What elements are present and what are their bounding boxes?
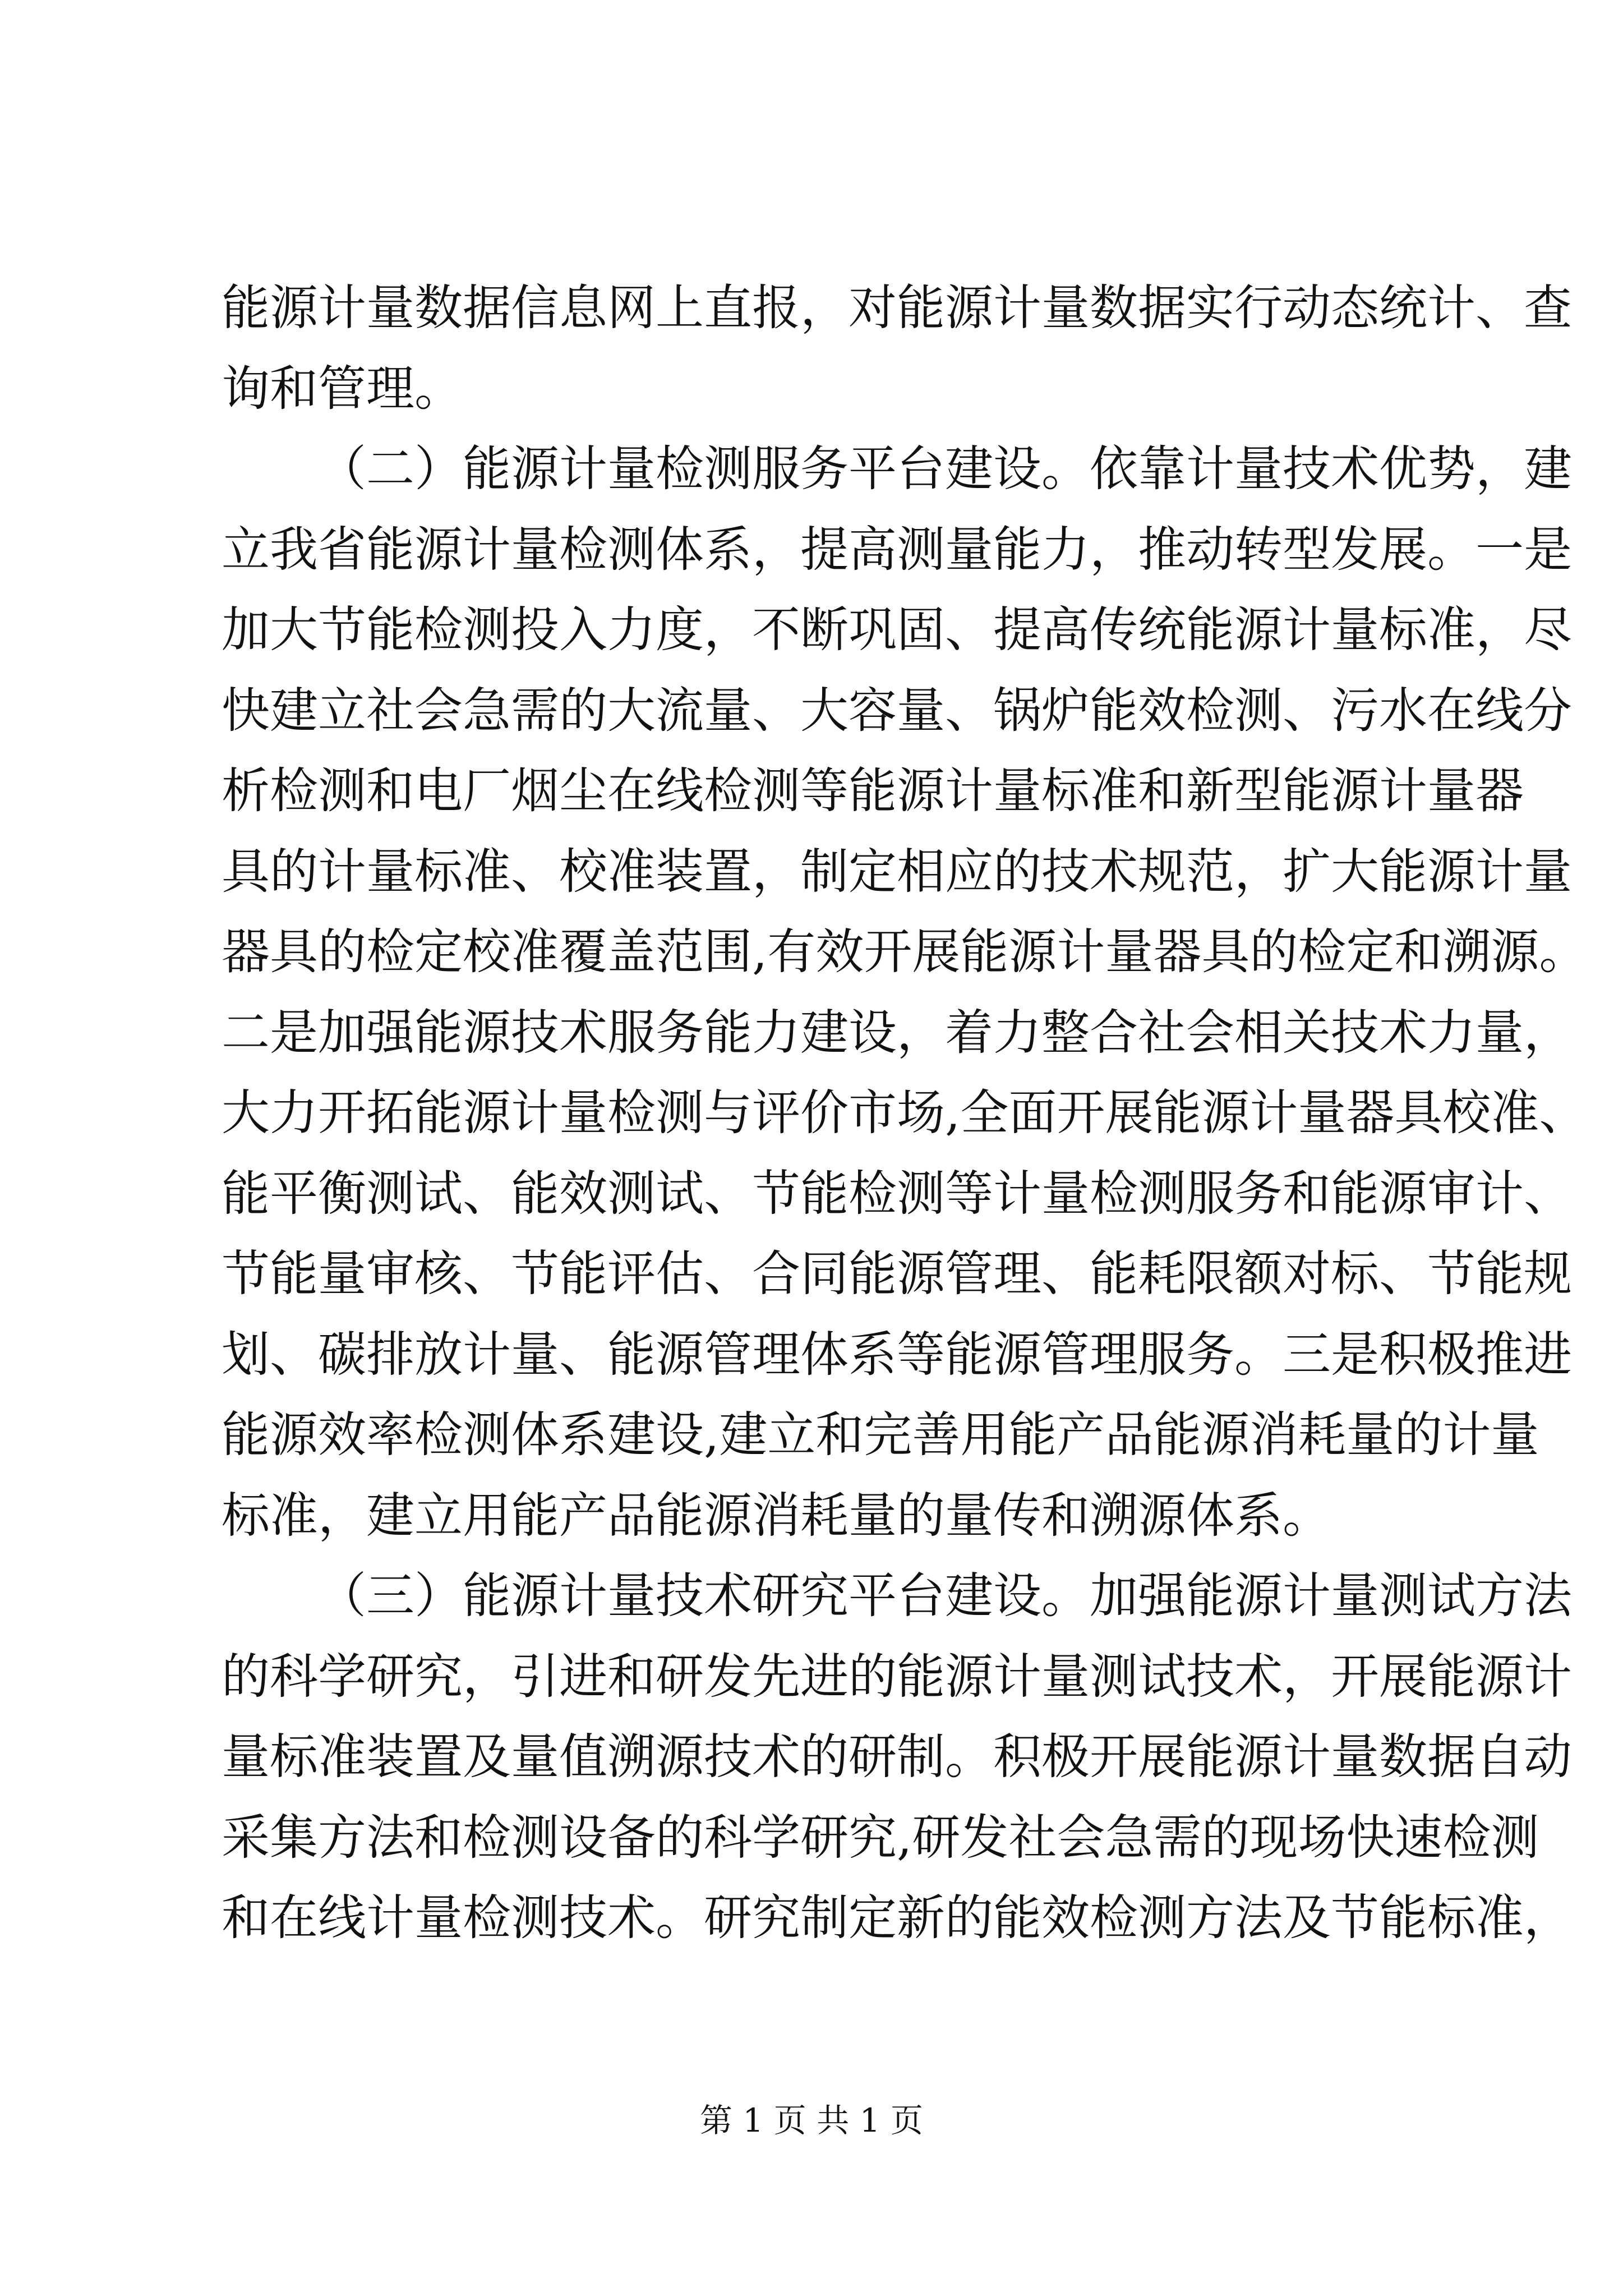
page-number-label: 第 1 页 共 1 页 (700, 2101, 923, 2139)
document-body (222, 268, 1588, 1959)
page-footer (0, 2098, 1623, 2143)
text-line: 析检测和电厂烟尘在线检测等能源计量标准和新型能源计量器 (222, 763, 1524, 819)
text-line: 和在线计量检测技术。研究制定新的能效检测方法及节能标准， (222, 1890, 1572, 1946)
text-line: 量标准装置及量值溯源技术的研制。积极开展能源计量数据自动 (222, 1729, 1572, 1785)
text-line: 大力开拓能源计量检测与评价市场,全面开展能源计量器具校准、 (222, 1085, 1588, 1141)
paragraph-first-line: （二）能源计量检测服务平台建设。依靠计量技术优势，建 (318, 441, 1572, 497)
text-line: 快建立社会急需的大流量、大容量、锅炉能效检测、污水在线分 (222, 682, 1572, 739)
text-line: 器具的检定校准覆盖范围,有效开展能源计量器具的检定和溯源。 (222, 924, 1588, 980)
paragraph-first-line: （三）能源计量技术研究平台建设。加强能源计量测试方法 (318, 1568, 1572, 1624)
text-line: 立我省能源计量检测体系，提高测量能力，推动转型发展。一是 (222, 521, 1572, 578)
text-line: 的科学研究，引进和研发先进的能源计量测试技术，开展能源计 (222, 1648, 1572, 1705)
text-line: 能源效率检测体系建设,建立和完善用能产品能源消耗量的计量 (222, 1407, 1539, 1463)
text-line: 加大节能检测投入力度，不断巩固、提高传统能源计量标准，尽 (222, 602, 1572, 658)
text-line: 能源计量数据信息网上直报，对能源计量数据实行动态统计、查 (222, 280, 1572, 336)
text-line: 划、碳排放计量、能源管理体系等能源管理服务。三是积极推进 (222, 1326, 1572, 1383)
text-line: 采集方法和检测设备的科学研究,研发社会急需的现场快速检测 (222, 1809, 1539, 1866)
text-line: 二是加强能源技术服务能力建设，着力整合社会相关技术力量， (222, 1004, 1572, 1061)
text-line: 节能量审核、节能评估、合同能源管理、能耗限额对标、节能规 (222, 1246, 1572, 1302)
text-line: 具的计量标准、校准装置，制定相应的技术规范，扩大能源计量 (222, 843, 1572, 900)
text-line: 能平衡测试、能效测试、节能检测等计量检测服务和能源审计、 (222, 1165, 1572, 1222)
text-line: 标准，建立用能产品能源消耗量的量传和溯源体系。 (222, 1487, 1331, 1544)
text-line: 询和管理。 (222, 360, 463, 417)
